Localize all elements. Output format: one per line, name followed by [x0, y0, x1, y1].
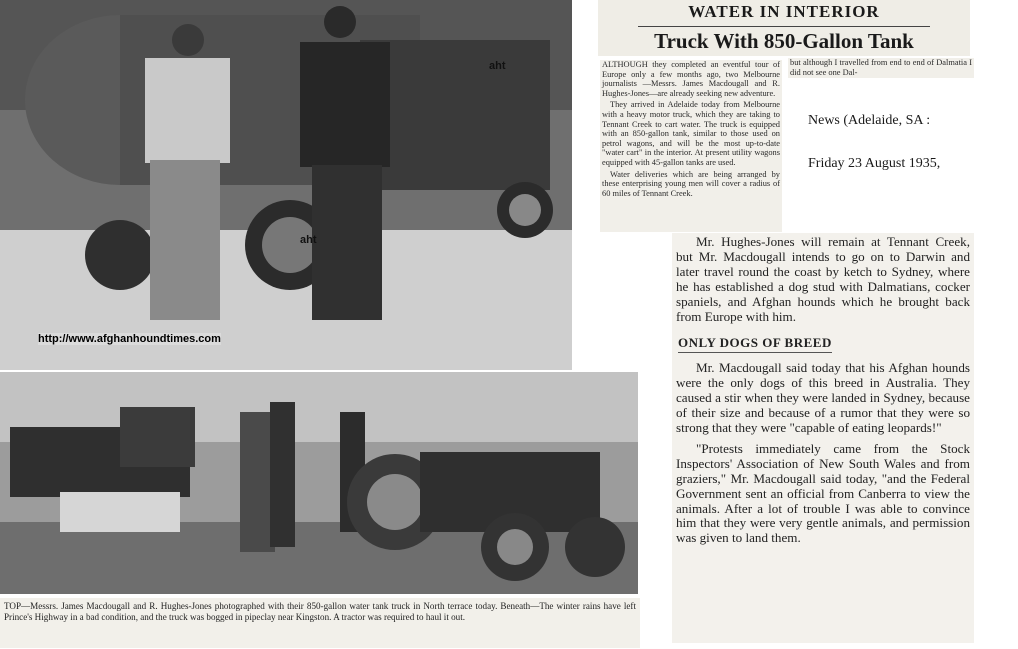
- source-newspaper: News (Adelaide, SA :: [808, 113, 931, 128]
- photo-truck-and-men: [0, 0, 572, 370]
- article-kicker: WATER IN INTERIOR: [688, 2, 880, 21]
- watermark-aht: aht: [489, 60, 506, 72]
- article-paragraph: Mr. Macdougall said today that his Afghan hounds were the only dogs of this breed in Australia. They caused a stir when they were landed in Sydney, because of their size and because of a rumor that they were so strong that they were "capable of eating leopards!": [676, 360, 970, 435]
- headline-divider: [638, 26, 930, 27]
- article-subheading: ONLY DOGS OF BREED: [678, 336, 832, 353]
- headline-block: [598, 0, 970, 56]
- source-date: Friday 23 August 1935,: [808, 156, 941, 171]
- article-column-2-fragment: but although I travelled from end to end of Dalmatia I did not see one Dal-: [790, 58, 972, 77]
- photo-bogged-truck-tractor: [0, 372, 638, 594]
- article-paragraph: "Protests immediately came from the Stock Inspectors' Association of New South Wales and from graziers," Mr. Macdougall said today, "and the Federal Government sent an official from Canberra to view the animals. After a lot of trouble I was able to convince him that they were very gentle animals, and permission was given to land them.: [676, 440, 970, 546]
- article-headline: Truck With 850-Gallon Tank: [654, 29, 914, 53]
- tractor-photo-illustration: [0, 372, 638, 594]
- article-paragraph: ALTHOUGH they completed an eventful tour of Europe only a few months ago, two Melbourne journalists —Messrs. James Macdougall and R. Hughes-Jones—are already seeking new adventure.: [602, 60, 780, 98]
- truck-photo-illustration: [0, 0, 572, 370]
- article-column-3: [672, 233, 974, 643]
- article-paragraph: They arrived in Adelaide today from Melbourne with a heavy motor truck, which they are taking to Tennant Creek to cart water. The truck is equipped with an 850-gallon tank, similar to those used on petrol wagons, and will be the most up-to-date "water cart" in the interior. At present utility wagons equipped with 45-gallon tanks are used.: [602, 100, 780, 167]
- photo-caption: TOP—Messrs. James Macdougall and R. Hughes-Jones photographed with their 850-gallon water tank truck in North terrace today. Beneath—The winter rains have left Prince's Highway in a bad condition, and the truck was bogged in pipeclay near Kingston. A tractor was required to haul it out.: [0, 598, 640, 648]
- watermark-url: http://www.afghanhoundtimes.com: [38, 333, 221, 345]
- watermark-aht: aht: [300, 234, 317, 246]
- article-paragraph: Water deliveries which are being arranged by these enterprising young men will cover a radius of 60 miles of Tennant Creek.: [602, 169, 780, 198]
- article-paragraph: Mr. Hughes-Jones will remain at Tennant Creek, but Mr. Macdougall intends to go on to Darwin and later travel round the coast by ketch to Sydney, where he has established a dog stud with Dalmatians, cocker spaniels, and Afghan hounds which he brought back from Europe with him.: [676, 234, 970, 324]
- article-column-1: [600, 60, 782, 232]
